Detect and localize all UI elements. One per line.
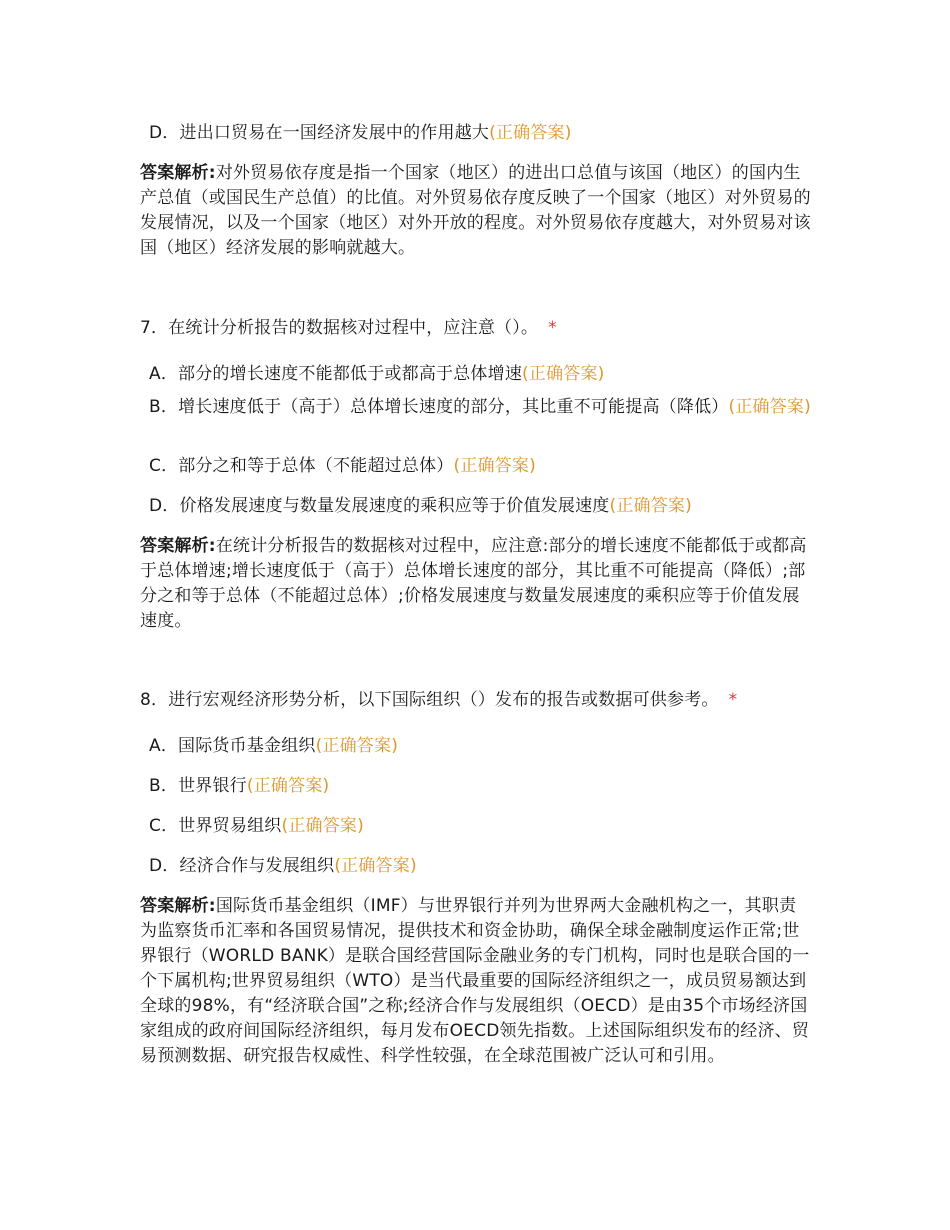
option-letter: D．: [149, 123, 180, 143]
q8-question: [140, 688, 812, 713]
option-text: 国际货币基金组织: [178, 736, 316, 756]
q8-option-c[interactable]: [149, 814, 812, 839]
option-letter: D．: [149, 496, 180, 516]
analysis-text: 在统计分析报告的数据核对过程中，应注意:部分的增长速度不能都低于或都高于总体增速;增长速度低于（高于）总体增长速度的部分，其比重不可能提高（降低）;部分之和等于总体（不能超过总体）;价格发展速度与数量发展速度的乘积应等于价值发展速度。: [140, 536, 807, 631]
correct-answer-tag: (正确答案): [522, 364, 605, 384]
question-text: 在统计分析报告的数据核对过程中，应注意（）。: [168, 318, 539, 338]
correct-answer-tag: (正确答案): [609, 496, 692, 516]
analysis-label: 答案解析:: [140, 896, 216, 916]
question-text: 进行宏观经济形势分析，以下国际组织（）发布的报告或数据可供参考。: [168, 690, 719, 710]
q6-option-d[interactable]: [149, 121, 812, 146]
analysis-label: 答案解析:: [140, 536, 216, 556]
q8-option-b[interactable]: [149, 774, 812, 799]
option-letter: C．: [149, 456, 179, 476]
option-text: 部分的增长速度不能都低于或都高于总体增速: [178, 364, 523, 384]
q7-option-c[interactable]: [149, 454, 812, 479]
required-mark: *: [548, 318, 557, 338]
q8-analysis: [140, 894, 812, 1069]
option-text: 部分之和等于总体（不能超过总体）: [178, 456, 454, 476]
q7-option-a[interactable]: [149, 362, 812, 387]
question-number: 8．: [140, 690, 169, 710]
option-text: 增长速度低于（高于）总体增长速度的部分，其比重不可能提高（降低）: [178, 397, 729, 417]
q7-option-b[interactable]: [149, 395, 812, 420]
q6-analysis: [140, 161, 812, 261]
option-letter: B．: [149, 776, 179, 796]
required-mark: *: [728, 690, 738, 710]
q7-option-d[interactable]: [149, 494, 812, 519]
option-text: 价格发展速度与数量发展速度的乘积应等于价值发展速度: [179, 496, 610, 516]
correct-answer-tag: (正确答案): [334, 856, 417, 876]
q7-question: [140, 316, 812, 341]
option-letter: D．: [149, 856, 180, 876]
option-text: 世界贸易组织: [178, 816, 282, 836]
correct-answer-tag: (正确答案): [453, 456, 536, 476]
analysis-text: 对外贸易依存度是指一个国家（地区）的进出口总值与该国（地区）的国内生产总值（或国民生产总值）的比值。对外贸易依存度反映了一个国家（地区）对外贸易的发展情况，以及一个国家（地区）对外开放的程度。对外贸易依存度越大，对外贸易对该国（地区）经济发展的影响就越大。: [140, 163, 811, 258]
q8-option-d[interactable]: [149, 854, 812, 879]
analysis-text: 国际货币基金组织（IMF）与世界银行并列为世界两大金融机构之一，其职责为监察货币汇率和各国贸易情况，提供技术和资金协助，确保全球金融制度运作正常;世界银行（WORLD BANK）是联合国经营国际金融业务的专门机构，同时也是联合国的一个下属机构;世界贸易组织（WTO）是当代最重要的国际经济组织之一，成员贸易额达到全球的98%，有“经济联合国”之称;经济合作与发展组织（OECD）是由35个市场经济国家组成的政府间国际经济组织，每月发布OECD领先指数。上述国际组织发布的经济、贸易预测数据、研究报告权威性、科学性较强，在全球范围被广泛认可和引用。: [140, 896, 810, 1066]
correct-answer-tag: (正确答案): [489, 123, 572, 143]
question-number: 7．: [140, 318, 169, 338]
option-letter: C．: [149, 816, 179, 836]
correct-answer-tag: (正确答案): [246, 776, 330, 796]
q8-option-a[interactable]: [149, 734, 812, 759]
option-text: 世界银行: [178, 776, 247, 796]
option-letter: B．: [149, 397, 179, 417]
q7-analysis: [140, 534, 812, 634]
option-text: 进出口贸易在一国经济发展中的作用越大: [179, 123, 490, 143]
correct-answer-tag: (正确答案): [728, 397, 811, 417]
option-text: 经济合作与发展组织: [179, 856, 335, 876]
option-letter: A．: [149, 364, 179, 384]
analysis-label: 答案解析:: [140, 163, 216, 183]
correct-answer-tag: (正确答案): [315, 736, 399, 756]
correct-answer-tag: (正确答案): [281, 816, 364, 836]
option-letter: A．: [149, 736, 179, 756]
